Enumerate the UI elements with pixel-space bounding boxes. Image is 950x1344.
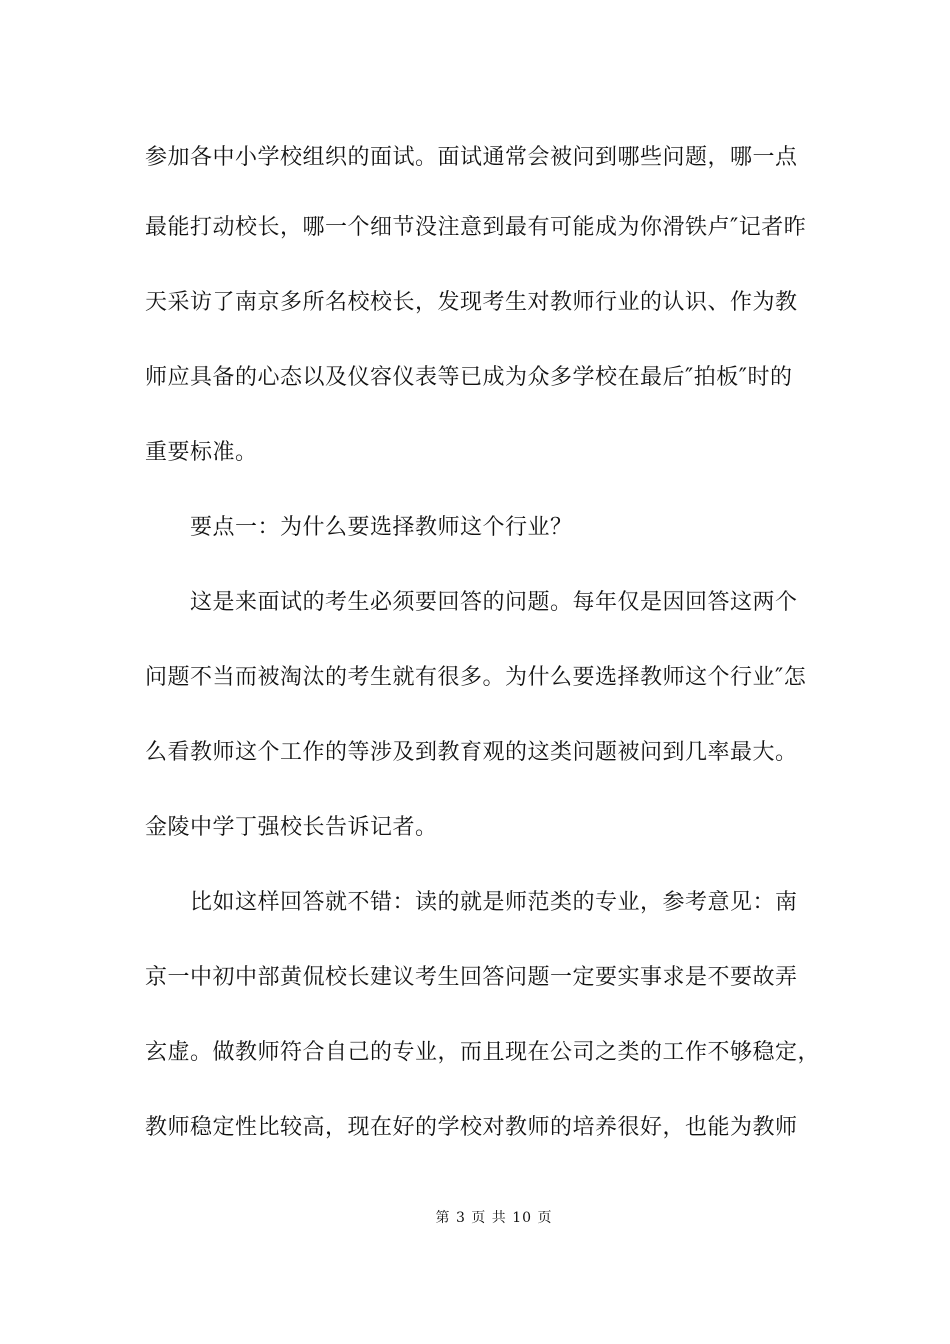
text-line-14: 教师稳定性比较高，现在好的学校对教师的培养很好，也能为教师 — [145, 1115, 798, 1140]
text-line-2: 最能打动校长，哪一个细节没注意到最有可能成为你滑铁卢″记者昨 — [145, 215, 807, 240]
text-line-1: 参加各中小学校组织的面试。面试通常会被问到哪些问题，哪一点 — [145, 145, 798, 170]
text-line-4: 师应具备的心态以及仪容仪表等已成为众多学校在最后″拍板″时的 — [145, 365, 793, 390]
text-line-11: 比如这样回答就不错：读的就是师范类的专业，参考意见：南 — [190, 890, 798, 915]
text-line-12: 京一中初中部黄侃校长建议考生回答问题一定要实事求是不要故弄 — [145, 965, 798, 990]
page-number-footer: 第 3 页 共 10 页 — [435, 1210, 553, 1226]
text-line-8: 问题不当而被淘汰的考生就有很多。为什么要选择教师这个行业″怎 — [145, 665, 807, 690]
text-line-7: 这是来面试的考生必须要回答的问题。每年仅是因回答这两个 — [190, 590, 798, 615]
section-heading: 要点一：为什么要选择教师这个行业？ — [190, 515, 573, 540]
text-line-9: 么看教师这个工作的等涉及到教育观的这类问题被问到几率最大。 — [145, 740, 798, 765]
text-line-5: 重要标准。 — [145, 440, 258, 465]
text-line-3: 天采访了南京多所名校校长，发现考生对教师行业的认识、作为教 — [145, 290, 798, 315]
text-line-13: 玄虚。做教师符合自己的专业，而且现在公司之类的工作不够稳定， — [145, 1040, 821, 1065]
text-line-10: 金陵中学丁强校长告诉记者。 — [145, 815, 438, 840]
